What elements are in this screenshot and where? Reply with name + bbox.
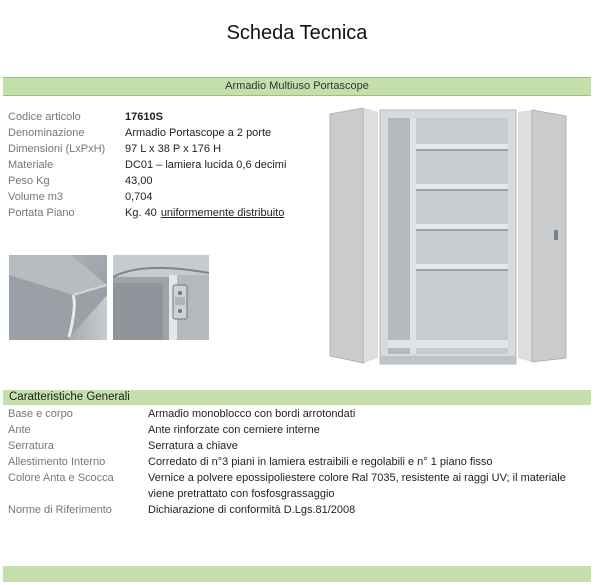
corner-detail-photo	[9, 255, 107, 340]
hinge-detail-photo	[113, 255, 209, 340]
spec-label: Volume m3	[8, 191, 64, 203]
general-row	[8, 502, 578, 518]
general-value: Serratura a chiave	[148, 440, 238, 452]
spec-value: DC01 – lamiera lucida 0,6 decimi	[125, 159, 287, 171]
spec-label: Portata Piano	[8, 207, 75, 219]
general-label: Allestimento Interno	[8, 456, 106, 468]
spec-label: Materiale	[8, 159, 54, 171]
general-row	[8, 422, 578, 438]
spec-value: Armadio Portascope a 2 porte	[125, 127, 272, 139]
spec-row	[8, 125, 286, 141]
page-title: Scheda Tecnica	[226, 22, 368, 44]
product-band: Armadio Multiuso Portascope	[3, 77, 591, 96]
spec-row	[8, 109, 286, 125]
spec-label: Denominazione	[8, 127, 85, 139]
general-value: Ante rinforzate con cerniere interne	[148, 424, 320, 436]
spec-value: 17610S	[125, 111, 163, 123]
spec-row	[8, 205, 286, 221]
general-value: Armadio monoblocco con bordi arrotondati	[148, 408, 356, 420]
cabinet-product-image	[328, 108, 568, 375]
spec-row	[8, 173, 286, 189]
spec-label: Codice articolo	[8, 111, 81, 123]
spec-value: 97 L x 38 P x 176 H	[125, 143, 222, 155]
general-label: Colore Anta e Scocca	[8, 472, 114, 484]
spec-row	[8, 189, 286, 205]
general-row	[8, 470, 578, 502]
general-row	[8, 406, 578, 422]
spec-value: 43,00	[125, 175, 153, 187]
general-value: Dichiarazione di conformità D.Lgs.81/2008	[148, 504, 356, 516]
general-table	[8, 406, 578, 518]
general-row	[8, 454, 578, 470]
spec-row	[8, 141, 286, 157]
spec-value: 0,704	[125, 191, 153, 203]
general-label: Serratura	[8, 440, 54, 452]
general-value: Corredato di n°3 piani in lamiera estraibili e regolabili e n° 1 piano fisso	[148, 456, 493, 468]
spec-label: Peso Kg	[8, 175, 50, 187]
general-label: Ante	[8, 424, 31, 436]
general-label: Norme di Riferimento	[8, 504, 112, 516]
general-row	[8, 438, 578, 454]
spec-row	[8, 157, 286, 173]
spec-label: Dimensioni (LxPxH)	[8, 143, 106, 155]
spec-table	[8, 109, 286, 221]
general-band: Caratteristiche Generali	[3, 390, 591, 405]
general-value: Vernice a polvere epossipoliestere colore Ral 7035, resistente ai raggi UV; il materiale viene pretrattato con fosfosgrassaggio	[148, 472, 566, 500]
spec-value-note: uniformemente distribuito	[160, 207, 285, 219]
general-label: Base e corpo	[8, 408, 73, 420]
spec-value: Kg. 40	[125, 207, 157, 219]
footer-band	[3, 566, 591, 582]
